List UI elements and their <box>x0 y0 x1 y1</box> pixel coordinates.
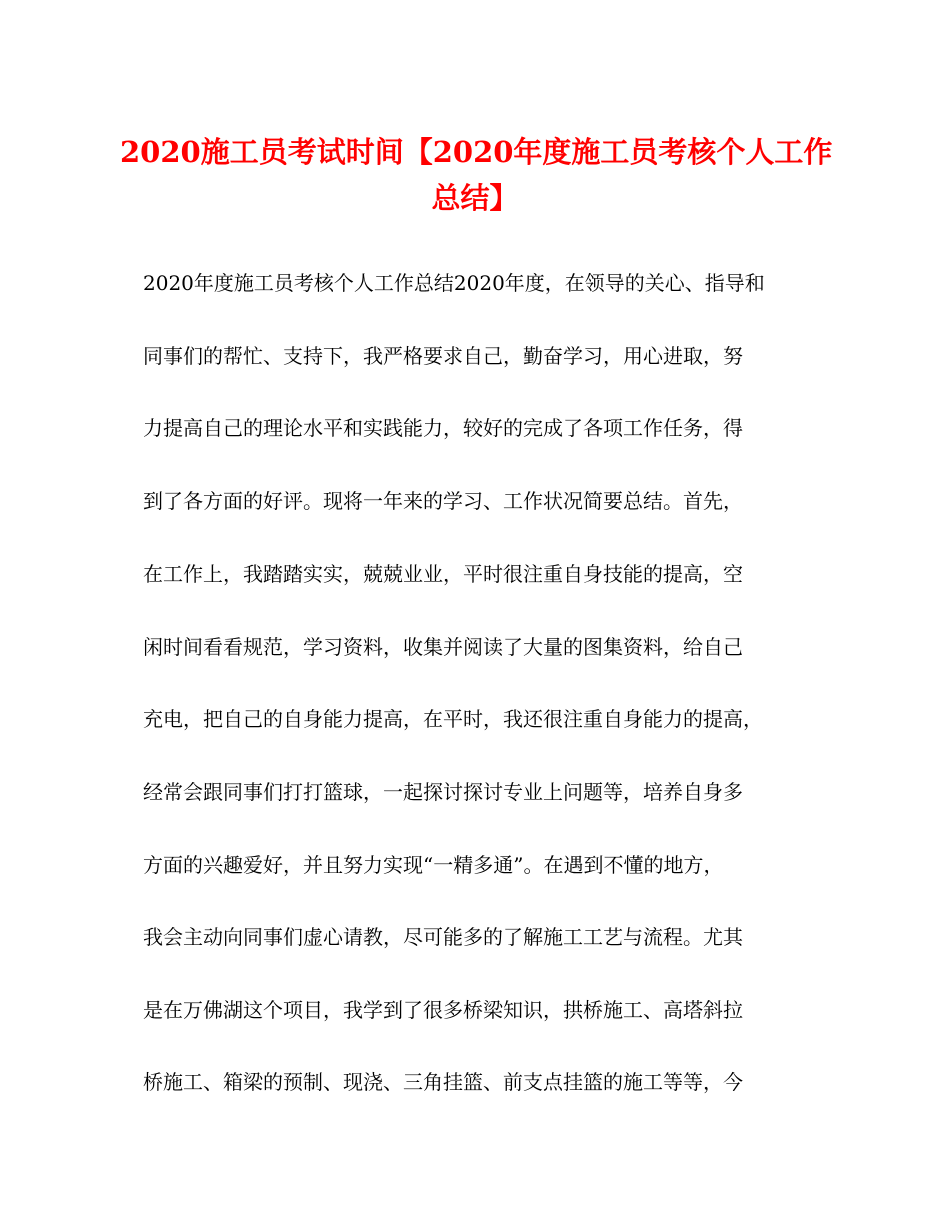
body-line-4: 到了各方面的好评。现将一年来的学习、工作状况简要总结。首先， <box>143 489 743 513</box>
body-line-2: 同事们的帮忙、支持下，我严格要求自己，勤奋学习，用心进取，努 <box>143 344 743 368</box>
document-title-line-1: 2020施工员考试时间【2020年度施工员考核个人工作 <box>120 135 833 169</box>
body-line-11: 是在万佛湖这个项目，我学到了很多桥梁知识，拱桥施工、高塔斜拉 <box>143 998 743 1022</box>
body-line-12: 桥施工、箱梁的预制、现浇、三角挂篮、前支点挂篮的施工等等，今 <box>143 1070 743 1094</box>
body-line-1: 2020年度施工员考核个人工作总结2020年度，在领导的关心、指导和 <box>143 271 765 295</box>
body-line-6: 闲时间看看规范，学习资料，收集并阅读了大量的图集资料，给自己 <box>143 635 743 659</box>
body-line-9: 方面的兴趣爱好，并且努力实现“一精多通”。在遇到不懂的地方， <box>143 853 724 877</box>
body-line-8: 经常会跟同事们打打篮球，一起探讨探讨专业上问题等，培养自身多 <box>143 780 743 804</box>
document-title-line-2: 总结】 <box>431 181 519 215</box>
body-line-3: 力提高自己的理论水平和实践能力，较好的完成了各项工作任务，得 <box>143 416 743 440</box>
body-line-7: 充电，把自己的自身能力提高，在平时，我还很注重自身能力的提高， <box>143 707 763 731</box>
body-line-10: 我会主动向同事们虚心请教，尽可能多的了解施工工艺与流程。尤其 <box>143 925 743 949</box>
body-line-5: 在工作上，我踏踏实实，兢兢业业，平时很注重自身技能的提高，空 <box>143 562 743 586</box>
